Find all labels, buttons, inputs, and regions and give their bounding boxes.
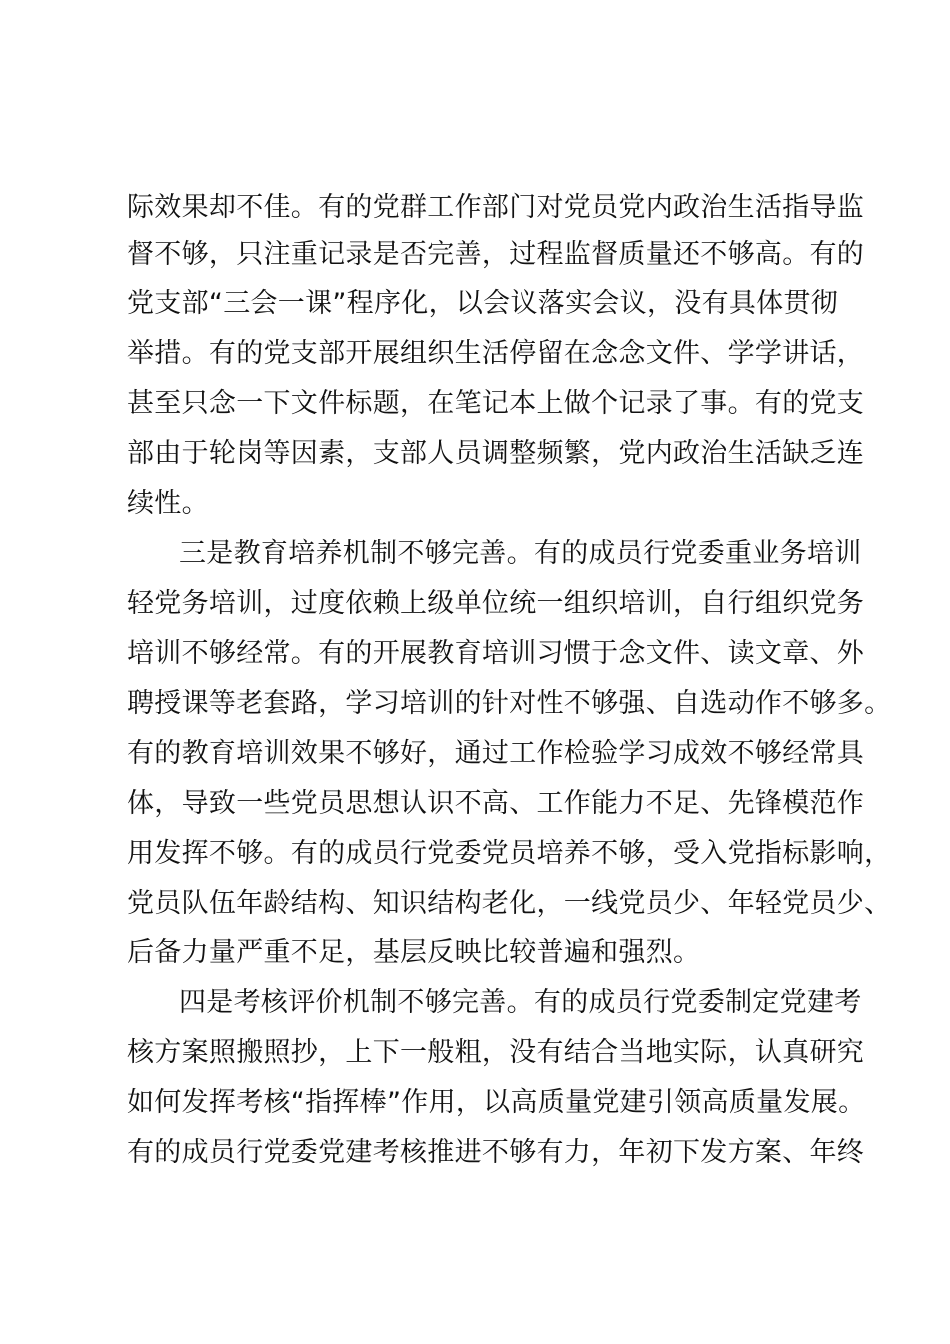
- paragraph-heading-line: 三是教育培养机制不够完善。有的成员行党委重业务培训: [179, 538, 862, 569]
- text-line: 举措。有的党支部开展组织生活停留在念念文件、学学讲话，: [127, 338, 865, 369]
- text-line: 后备力量严重不足，基层反映比较普遍和强烈。: [127, 937, 701, 968]
- text-line: 如何发挥考核“指挥棒”作用，以高质量党建引领高质量发展。: [127, 1087, 866, 1118]
- text-line: 甚至只念一下文件标题，在笔记本上做个记录了事。有的党支: [127, 388, 865, 419]
- text-line: 际效果却不佳。有的党群工作部门对党员党内政治生活指导监: [127, 192, 865, 223]
- text-line: 部由于轮岗等因素，支部人员调整频繁，党内政治生活缺乏连: [127, 438, 865, 469]
- text-line: 用发挥不够。有的成员行党委党员培养不够，受入党指标影响，: [127, 838, 892, 869]
- text-line: 有的教育培训效果不够好，通过工作检验学习成效不够经常具: [127, 738, 865, 769]
- text-line: 有的成员行党委党建考核推进不够有力，年初下发方案、年终: [127, 1137, 865, 1168]
- text-line: 党支部“三会一课”程序化，以会议落实会议，没有具体贯彻: [127, 288, 839, 319]
- text-line: 轻党务培训，过度依赖上级单位统一组织培训，自行组织党务: [127, 588, 865, 619]
- text-line: 续性。: [127, 488, 209, 519]
- text-line: 核方案照搬照抄，上下一般粗，没有结合当地实际，认真研究: [127, 1037, 865, 1068]
- text-line: 聘授课等老套路，学习培训的针对性不够强、自选动作不够多。: [127, 688, 892, 719]
- text-line: 党员队伍年龄结构、知识结构老化，一线党员少、年轻党员少、: [127, 888, 892, 919]
- text-line: 培训不够经常。有的开展教育培训习惯于念文件、读文章、外: [127, 638, 865, 669]
- text-line: 体，导致一些党员思想认识不高、工作能力不足、先锋模范作: [127, 788, 865, 819]
- paragraph-heading-line: 四是考核评价机制不够完善。有的成员行党委制定党建考: [179, 987, 862, 1018]
- text-line: 督不够，只注重记录是否完善，过程监督质量还不够高。有的: [127, 239, 865, 270]
